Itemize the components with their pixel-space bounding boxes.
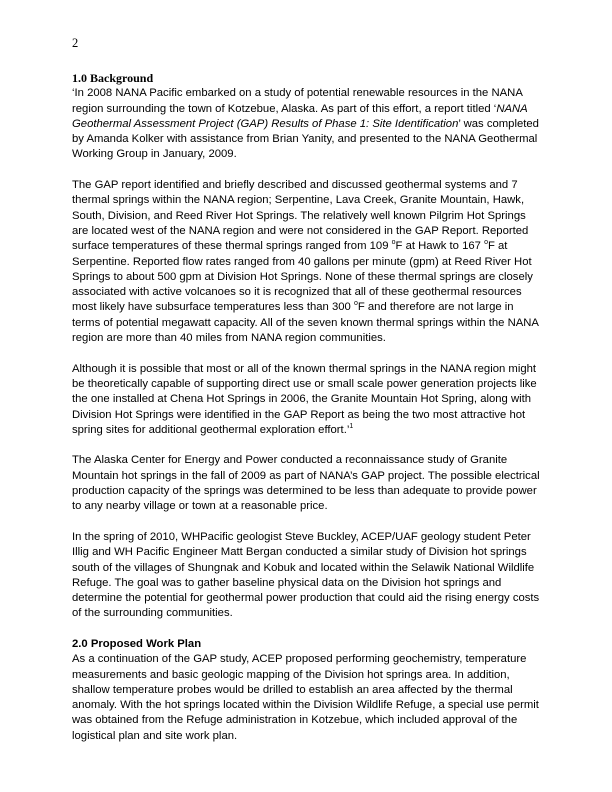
degree-superscript: o xyxy=(353,300,358,308)
section-heading-work-plan: 2.0 Proposed Work Plan xyxy=(72,637,202,650)
page-number: 2 xyxy=(72,36,79,50)
paragraph-text: ‘In 2008 NANA Pacific embarked on a study of potential renewable resources in the NANA region surrounding the town of Kotzebue, Alaska. As part of this effort, a report titled ‘ xyxy=(72,87,523,115)
paragraph-gap-intro xyxy=(72,86,542,162)
paragraph-thermal-springs xyxy=(72,178,542,346)
document-page xyxy=(72,36,542,759)
paragraph-text: F and therefore are not large in terms of potential megawatt capacity. All of the seven known thermal springs within the NANA region are more than 40 miles from NANA region communities. xyxy=(72,301,539,345)
degree-superscript: o xyxy=(391,239,396,247)
section-background xyxy=(72,71,542,621)
paragraph-division-study: In the spring of 2010, WHPacific geologist Steve Buckley, ACEP/UAF geology student Peter Illig and WH Pacific Engineer Matt Bergan conducted a similar study of Division hot springs south of the villages of Shungnak and Kobuk and located within the Selawik National Wildlife Refuge. The goal was to gather baseline physical data on the Division hot springs and determine the potential for geothermal power production that could aid the rising energy costs of the surrounding communities. xyxy=(72,530,540,620)
footnote-marker[interactable]: 1 xyxy=(349,423,354,431)
paragraph-work-plan: As a continuation of the GAP study, ACEP proposed performing geochemistry, temperature measurements and basic geologic mapping of the Division hot springs area. In addition, shallow temperature probes would be drilled to establish an area affected by the thermal anomaly. With the hot springs located within the Division Wildlife Refuge, a special use permit was obtained from the Refuge administration in Kotzebue, which included approval of the logistical plan and site work plan. xyxy=(72,653,539,742)
section-heading-background: 1.0 Background xyxy=(72,71,154,86)
paragraph-text: The GAP report identified and briefly described and discussed geothermal systems and 7 thermal springs within the NANA region; Serpentine, Lava Creek, Granite Mountain, Hawk, South, Division, and Reed River Hot Springs. The relatively well known Pilgrim Hot Springs are located west of the NANA region and were not considered in the GAP Report. Reported surface temperatures of these thermal springs ranged from 109 xyxy=(72,179,529,253)
paragraph-text: F at Serpentine. Reported flow rates ranged from 40 gallons per minute (gpm) at Reed River Hot Springs to about 500 gpm at Division Hot Springs. None of these thermal springs are closely associated with active volcanoes so it is recognized that all of these geothermal resources most likely have subsurface temperatures less than 300 xyxy=(72,240,533,314)
paragraph-most-attractive-sites xyxy=(72,362,542,438)
paragraph-text: F at Hawk to 167 xyxy=(395,240,485,253)
section-proposed-work-plan xyxy=(72,637,542,744)
paragraph-acep-granite-mountain: The Alaska Center for Energy and Power conducted a reconnaissance study of Granite Mountain hot springs in the fall of 2009 as part of NANA’s GAP project. The possible electrical production capacity of the springs was determined to be less than adequate to provide power to any nearby village or town at a reasonable price. xyxy=(72,454,540,513)
paragraph-text: ’ was completed by Amanda Kolker with assistance from Brian Yanity, and presented to the NANA Geothermal Working Group in January, 2009. xyxy=(72,117,539,161)
report-title-italic: NANA Geothermal Assessment Project (GAP) Results of Phase 1: Site Identification xyxy=(72,102,528,130)
degree-superscript: o xyxy=(484,239,488,247)
paragraph-text: Although it is possible that most or all of the known thermal springs in the NANA region might be theoretically capable of supporting direct use or small scale power generation projects like the one installed at Chena Hot Springs in 2006, the Granite Mountain Hot Spring, along with Division Hot Springs were identified in the GAP Report as being the two most attractive hot spring sites for additional geothermal exploration effort.’ xyxy=(72,362,537,436)
